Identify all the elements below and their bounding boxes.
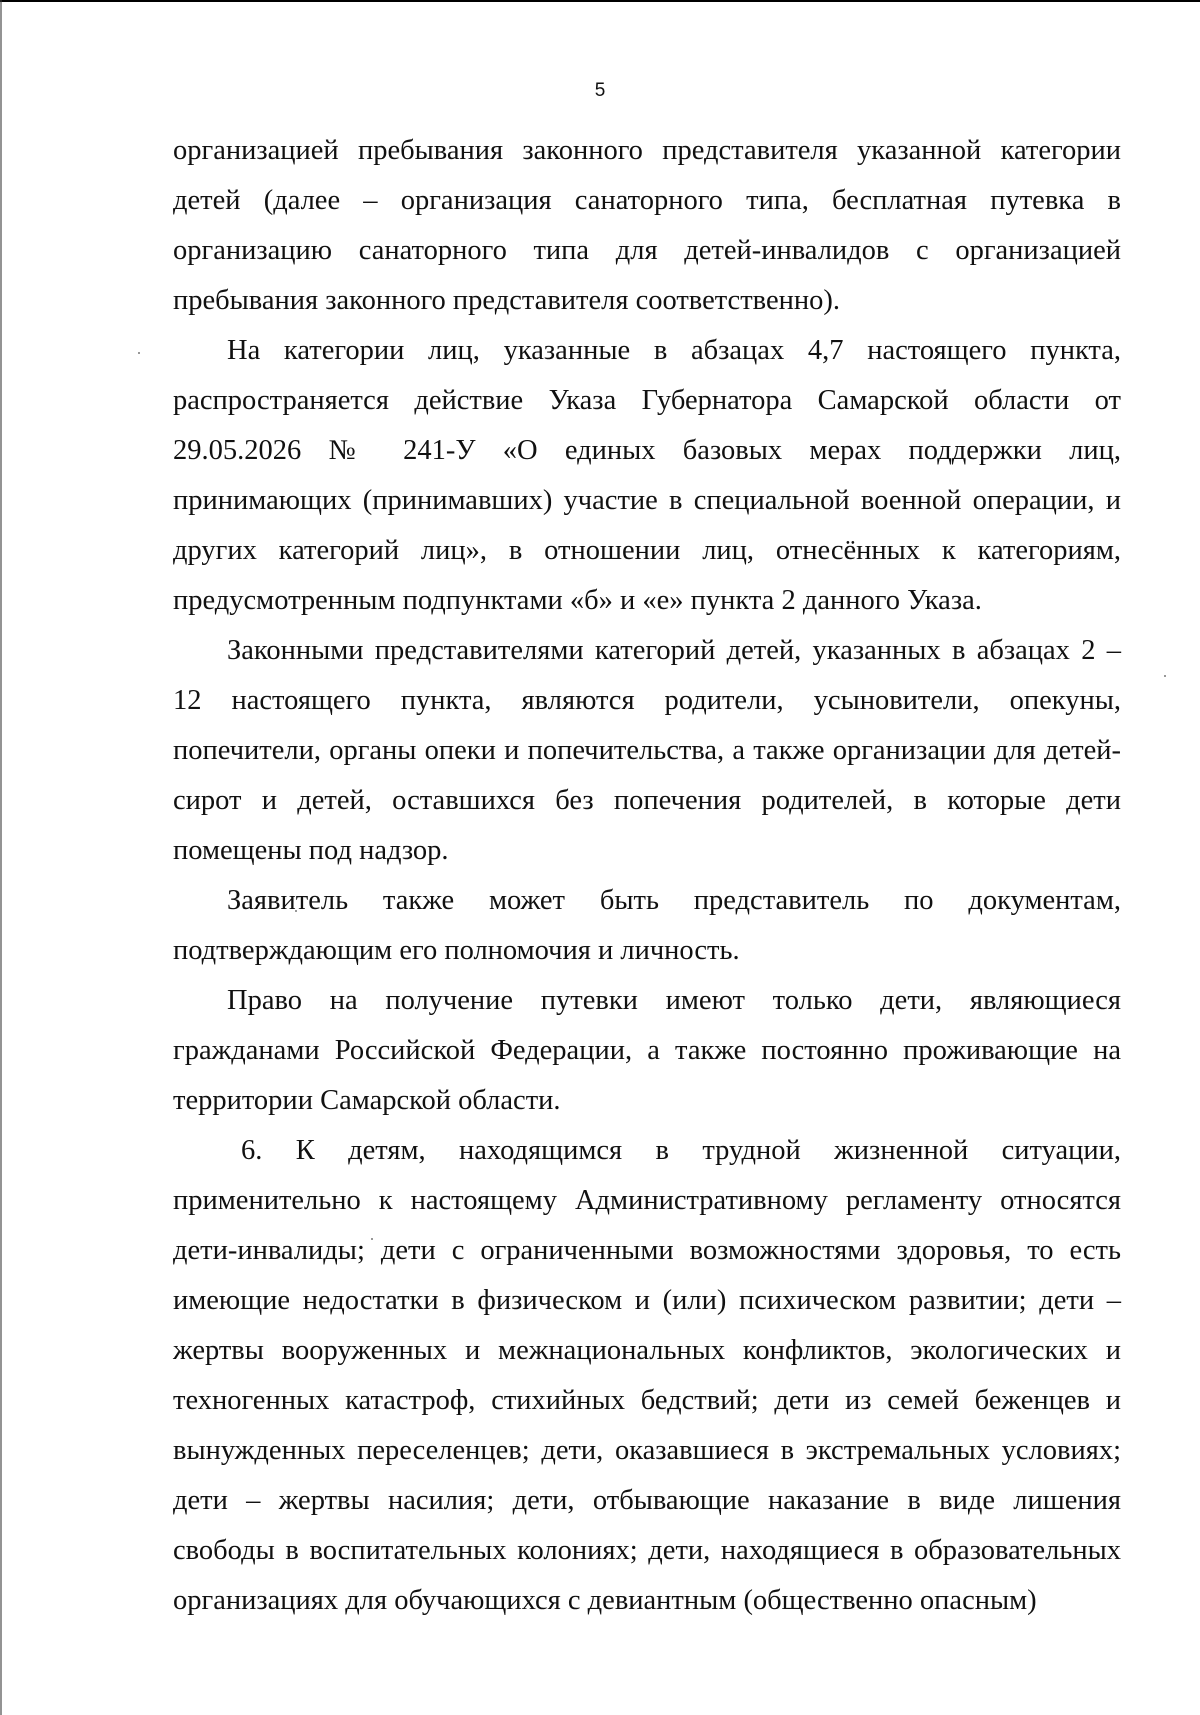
paragraph-eligibility: Право на получение путевки имеют только дети, являющиеся гражданами Российской Федерации, а также постоянно проживающие на территории Самарской области. — [173, 985, 1121, 1116]
scan-top-border — [0, 0, 1200, 2]
page-number: 5 — [594, 80, 606, 101]
paragraph-continuation: организацией пребывания законного представителя указанной категории детей (далее – организация санаторного типа, бесплатная путевка в организацию санаторного типа для детей-инвалидов с организацией пребывания законного представителя соответственно). — [173, 135, 1121, 316]
scan-speck — [1164, 675, 1166, 677]
document-body — [173, 126, 1121, 1626]
paragraph-legal-representatives: Законными представителями категорий детей, указанных в абзацах 2 – 12 настоящего пункта, являются родители, усыновители, опекуны, попечители, органы опеки и попечительства, а также организации для детей-сирот и детей, оставшихся без попечения родителей, в которые дети помещены под надзор. — [173, 635, 1121, 866]
scan-speck — [138, 352, 140, 354]
paragraph-applicant: Заявитель также может быть представитель по документам, подтверждающим его полномочия и личность. — [173, 885, 1121, 966]
paragraph-section-6: 6. К детям, находящимся в трудной жизненной ситуации, применительно к настоящему Административному регламенту относятся дети-инвалиды; дети с ограниченными возможностями здоровья, то есть имеющие недостатки в физическом и (или) психическом развитии; дети – жертвы вооруженных и межнациональных конфликтов, экологических и техногенных катастроф, стихийных бедствий; дети из семей беженцев и вынужденных переселенцев; дети, оказавшиеся в экстремальных условиях; дети – жертвы насилия; дети, отбывающие наказание в виде лишения свободы в воспитательных колониях; дети, находящиеся в образовательных организациях для обучающихся с девиантным (общественно опасным) — [173, 1135, 1121, 1616]
scan-left-border — [0, 0, 2, 1715]
paragraph-decree-reference: На категории лиц, указанные в абзацах 4,7 настоящего пункта, распространяется действие Указа Губернатора Самарской области от 29.05.2026 № 241-У «О единых базовых мерах поддержки лиц, принимающих (принимавших) участие в специальной военной операции, и других категорий лиц», в отношении лиц, отнесённых к категориям, предусмотренным подпунктами «б» и «е» пункта 2 данного Указа. — [173, 335, 1121, 616]
